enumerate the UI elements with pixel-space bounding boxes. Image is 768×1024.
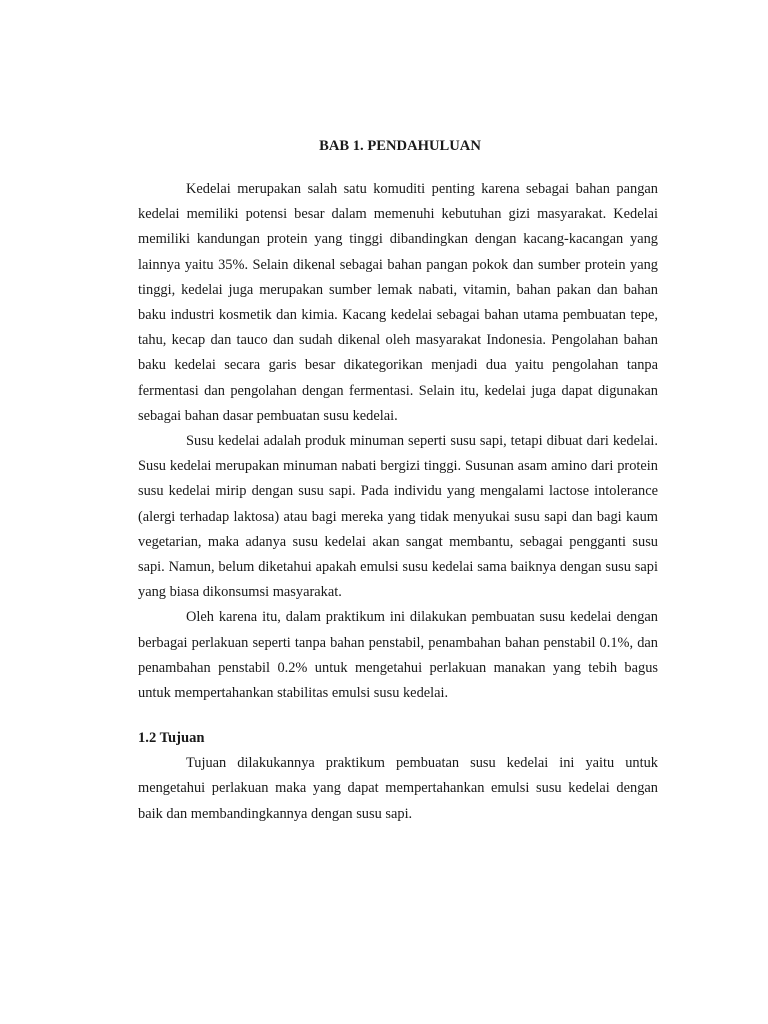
paragraph-soy-milk: Susu kedelai adalah produk minuman seperti susu sapi, tetapi dibuat dari kedelai. Susu kedelai merupakan minuman nabati bergizi tinggi. Susunan asam amino dari protein susu kedelai mirip dengan susu sapi. Pada individu yang mengalami lactose intolerance (alergi terhadap laktosa) atau bagi mereka yang tidak menyukai susu sapi dan bagi kaum vegetarian, maka adanya susu kedelai akan sangat membantu, sebagai pengganti susu sapi. Namun, belum diketahui apakah emulsi susu kedelai sama baiknya dengan susu sapi yang biasa dikonsumsi masyarakat. xyxy=(138,433,658,601)
paragraph-tujuan: Tujuan dilakukannya praktikum pembuatan susu kedelai ini yaitu untuk mengetahui perlakuan maka yang dapat mempertahankan emulsi susu kedelai dengan baik dan membandingkannya dengan susu sapi. xyxy=(138,755,658,822)
section-title-tujuan: 1.2 Tujuan xyxy=(138,730,205,747)
paragraph-practicum: Oleh karena itu, dalam praktikum ini dilakukan pembuatan susu kedelai dengan berbagai perlakuan seperti tanpa bahan penstabil, penambahan bahan penstabil 0.1%, dan penambahan penstabil 0.2% untuk mengetahui perlakuan manakan yang tebih bagus untuk mempertahankan stabilitas emulsi susu kedelai. xyxy=(138,609,658,702)
paragraph-intro: Kedelai merupakan salah satu komuditi penting karena sebagai bahan pangan kedelai memiliki potensi besar dalam memenuhi kebutuhan gizi masyarakat. Kedelai memiliki kandungan protein yang tinggi dibandingkan dengan kacang-kacangan yang lainnya yaitu 35%. Selain dikenal sebagai bahan pangan pokok dan sumber protein yang tinggi, kedelai juga merupakan sumber lemak nabati, vitamin, bahan pakan dan bahan baku industri kosmetik dan kimia. Kacang kedelai sebagai bahan utama pembuatan tepe, tahu, kecap dan tauco dan sudah dikenal oleh masyarakat Indonesia. Pengolahan bahan baku kedelai secara garis besar dikategorikan menjadi dua yaitu pengolahan tanpa fermentasi dan pengolahan dengan fermentasi. Selain itu, kedelai juga dapat digunakan sebagai bahan dasar pembuatan susu kedelai. xyxy=(138,181,658,424)
chapter-title: BAB 1. PENDAHULUAN xyxy=(319,138,481,154)
document-body xyxy=(138,134,658,827)
